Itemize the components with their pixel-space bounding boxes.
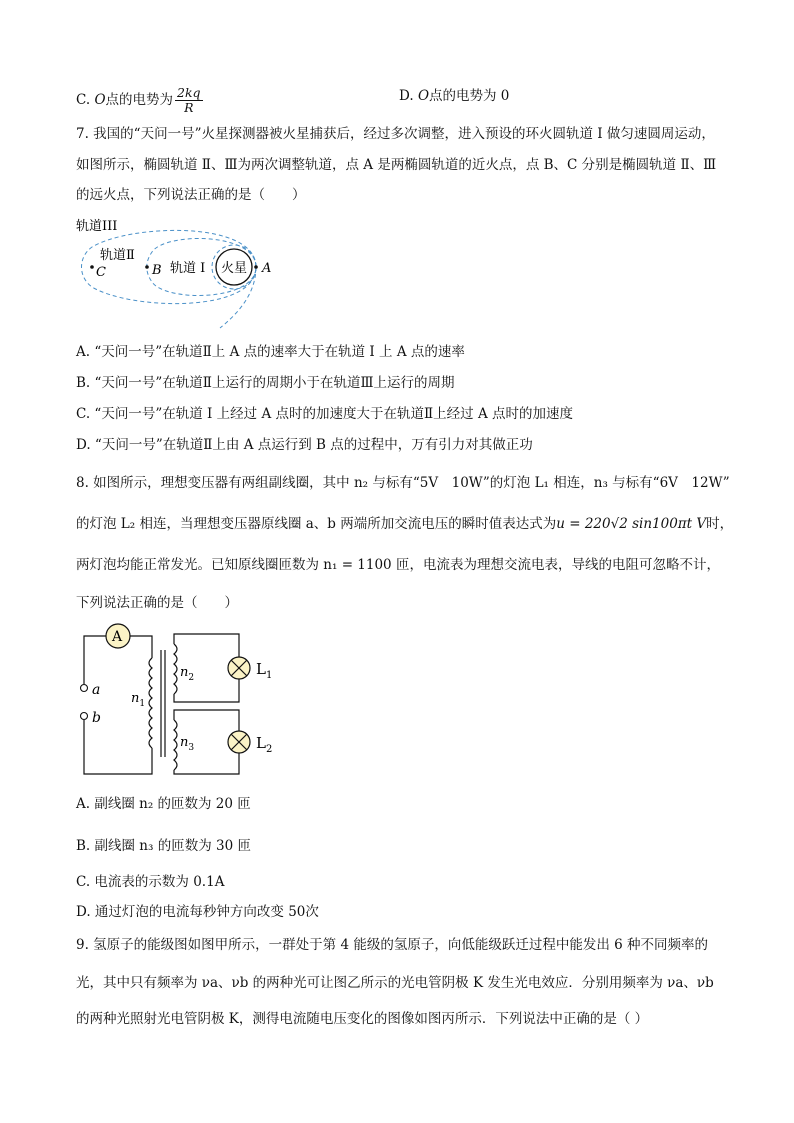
orbit-2-label: 轨道Ⅱ bbox=[100, 248, 135, 263]
q6-option-d: D. O点的电势为 0 bbox=[399, 88, 510, 104]
secondary-n3-wire-bottom bbox=[174, 752, 239, 774]
secondary-n3-wire-top bbox=[174, 710, 239, 732]
primary-top-wire-right bbox=[130, 636, 152, 658]
q7-option-a: A. “天问一号”在轨道Ⅱ上 A 点的速率大于在轨道 I 上 A 点的速率 bbox=[76, 344, 465, 360]
q8-option-b: B. 副线圈 n₃ 的匝数为 30 匝 bbox=[76, 838, 251, 854]
point-a-label: A bbox=[262, 261, 272, 276]
n1-label: $n_1$ bbox=[131, 691, 146, 709]
terminal-b-label: b bbox=[92, 710, 101, 726]
primary-coil bbox=[149, 658, 152, 748]
q9-stem-line2: 光，其中只有频率为 νa、νb 的两种光可让图乙所示的光电管阴极 K 发生光电效应．分别用频率为 νa、νb bbox=[76, 975, 714, 991]
q9-stem-line3: 的两种光照射光电管阴极 K，测得电流随电压变化的图像如图丙所示．下列说法中正确的是（ ） bbox=[76, 1011, 649, 1027]
secondary-n3-coil bbox=[174, 720, 177, 770]
q7-option-c: C. “天问一号”在轨道 I 上经过 A 点时的加速度大于在轨道Ⅱ上经过 A 点时的加速度 bbox=[76, 406, 573, 422]
terminal-a-label: a bbox=[92, 682, 101, 698]
q6-option-c-fraction: $\frac{2kq}{R}$ bbox=[177, 85, 201, 115]
lamp-l2 bbox=[228, 731, 250, 753]
q9-stem-line1: 9. 氢原子的能级图如图甲所示，一群处于第 4 能级的氢原子，向低能级跃迁过程中能发出 6 种不同频率的 bbox=[76, 937, 709, 953]
q8-stem-line2: 的灯泡 L₂ 相连，当理想变压器原线圈 a、b 两端所加交流电压的瞬时值表达式为u = 220√2 sin100πt V时， bbox=[76, 516, 734, 532]
q7-stem-line1: 7. 我国的“天问一号”火星探测器被火星捕获后，经过多次调整，进入预设的环火圆轨道 I 做匀速圆周运动， bbox=[76, 126, 715, 142]
q8-voltage-formula: u = 220√2 sin100πt V bbox=[556, 516, 707, 532]
orbit-3-label: 轨道III bbox=[76, 219, 118, 234]
lamp-l1-label: $L_1$ bbox=[256, 660, 273, 681]
lamp-l1 bbox=[228, 657, 250, 679]
q8-stem-line3: 两灯泡均能正常发光。已知原线圈匝数为 n₁ = 1100 匝，电流表为理想交流电表，导线的电阻可忽略不计， bbox=[76, 557, 720, 573]
n3-label: $n_3$ bbox=[180, 735, 195, 753]
q8-option-c: C. 电流表的示数为 0.1A bbox=[76, 874, 225, 890]
q7-option-d: D. “天问一号”在轨道Ⅱ上由 A 点运行到 B 点的过程中，万有引力对其做正功 bbox=[76, 437, 533, 453]
point-b-label: B bbox=[152, 263, 162, 278]
primary-top-wire bbox=[84, 636, 106, 684]
primary-bottom-wire bbox=[84, 720, 152, 774]
q8-option-a: A. 副线圈 n₂ 的匝数为 20 匝 bbox=[76, 796, 251, 812]
q7-option-b: B. “天问一号”在轨道Ⅱ上运行的周期小于在轨道Ⅲ上运行的周期 bbox=[76, 375, 455, 391]
n2-label: $n_2$ bbox=[180, 665, 195, 683]
ammeter-label: A bbox=[112, 629, 123, 645]
q8-option-d: D. 通过灯泡的电流每秒钟方向改变 50次 bbox=[76, 904, 319, 920]
q8-stem-line4: 下列说法正确的是（ ） bbox=[76, 595, 238, 611]
q7-stem-line3: 的远火点，下列说法正确的是（ ） bbox=[76, 187, 306, 203]
secondary-n2-loop bbox=[174, 677, 239, 702]
point-b-dot bbox=[145, 265, 149, 269]
mars-label: 火星 bbox=[221, 261, 248, 276]
q8-stem-line1: 8. 如图所示，理想变压器有两组副线圈，其中 n₂ 与标有“5V 10W”的灯泡 L₁ 相连，n₃ 与标有“6V 12W” bbox=[76, 475, 730, 491]
point-c-label: C bbox=[96, 265, 106, 280]
lamp-l2-label: $L_2$ bbox=[256, 734, 273, 755]
q6-option-c: C. O点的电势为 $\frac{2kq}{R}$ bbox=[76, 85, 201, 115]
terminal-b bbox=[81, 713, 88, 720]
orbit-1-label: 轨道 I bbox=[170, 261, 206, 276]
q8-transformer-figure bbox=[76, 622, 286, 782]
q7-orbit-figure bbox=[70, 212, 290, 332]
q7-stem-line2: 如图所示，椭圆轨道 Ⅱ、Ⅲ为两次调整轨道，点 A 是两椭圆轨道的近火点，点 B、C 分别是椭圆轨道 Ⅱ、Ⅲ bbox=[76, 157, 717, 173]
secondary-n2-coil bbox=[174, 644, 177, 694]
point-a-dot bbox=[254, 265, 258, 269]
point-c-dot bbox=[90, 265, 94, 269]
terminal-a bbox=[81, 685, 88, 692]
